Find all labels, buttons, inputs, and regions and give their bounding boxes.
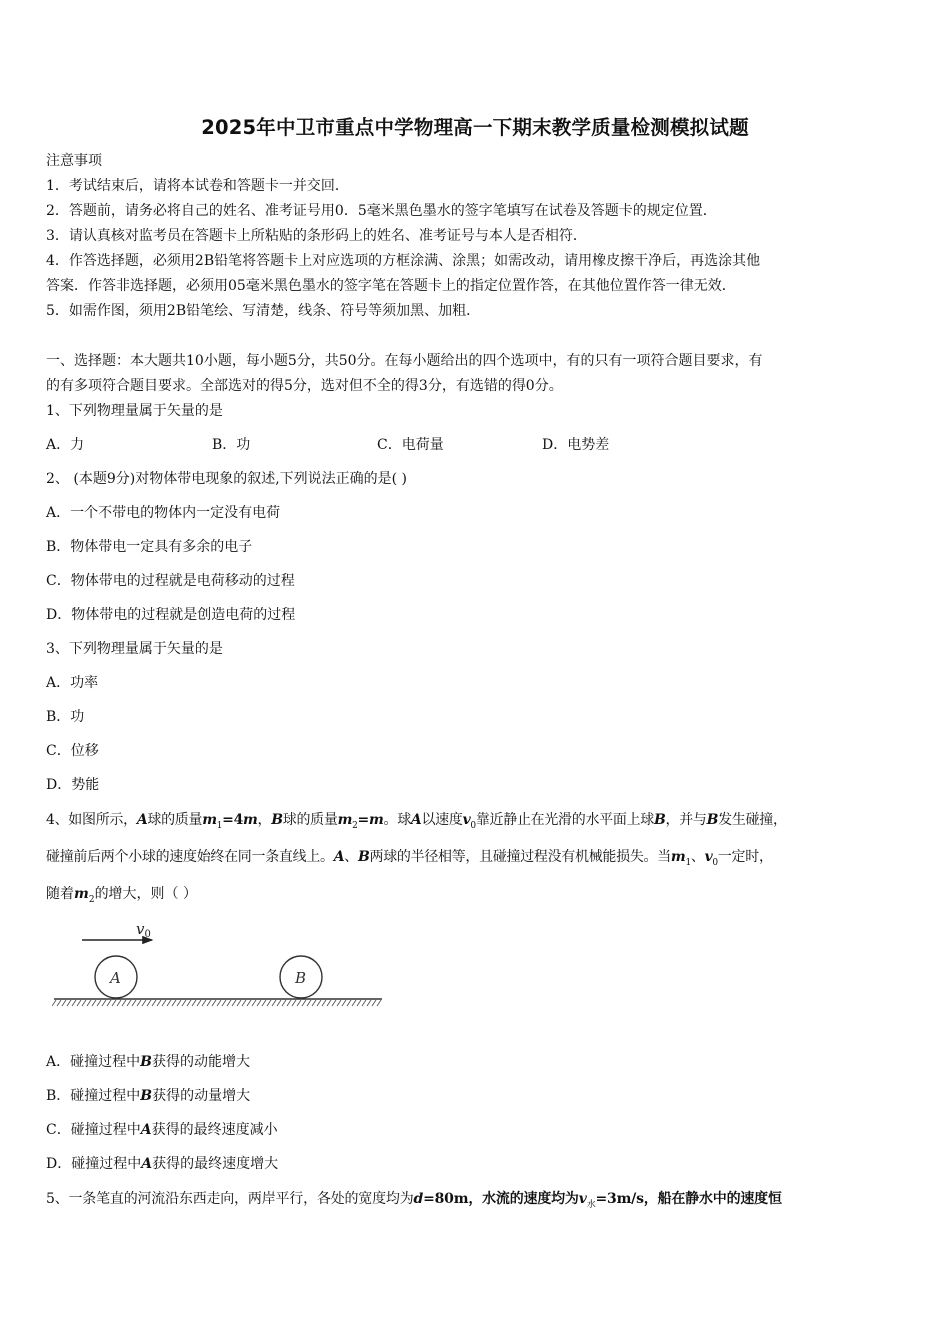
hatch-mark xyxy=(202,1000,206,1006)
hatch-mark xyxy=(302,1000,306,1006)
q1-option-c[interactable]: C．电荷量 xyxy=(377,437,444,453)
hatch-mark xyxy=(282,1000,286,1006)
collision-figure xyxy=(52,918,386,1010)
hatch-mark xyxy=(292,1000,296,1006)
hatch-mark xyxy=(117,1000,121,1006)
hatch-mark xyxy=(262,1000,266,1006)
q2-option-c[interactable]: C．物体带电的过程就是电荷移动的过程 xyxy=(46,573,295,589)
hatch-mark xyxy=(182,1000,186,1006)
hatch-mark xyxy=(127,1000,131,1006)
notice-item: 5．如需作图，须用2B铅笔绘、写清楚，线条、符号等须加黑、加粗． xyxy=(46,303,481,319)
hatch-mark xyxy=(287,1000,291,1006)
ball-a-label: A xyxy=(110,969,121,987)
hatch-mark xyxy=(372,1000,376,1006)
hatch-mark xyxy=(252,1000,256,1006)
hatch-mark xyxy=(312,1000,316,1006)
hatch-mark xyxy=(357,1000,361,1006)
hatch-mark xyxy=(177,1000,181,1006)
hatch-mark xyxy=(57,1000,61,1006)
q4-option-a[interactable]: A．碰撞过程中B获得的动能增大 xyxy=(46,1054,250,1070)
ground-hatching xyxy=(52,1000,381,1006)
hatch-mark xyxy=(102,1000,106,1006)
notice-item: 2．答题前，请务必将自己的姓名、准考证号用0．5毫米黑色墨水的签字笔填写在试卷及答题卡的规定位置． xyxy=(46,203,717,219)
hatch-mark xyxy=(232,1000,236,1006)
hatch-mark xyxy=(362,1000,366,1006)
hatch-mark xyxy=(237,1000,241,1006)
hatch-mark xyxy=(317,1000,321,1006)
hatch-mark xyxy=(337,1000,341,1006)
hatch-mark xyxy=(222,1000,226,1006)
q1-option-d[interactable]: D．电势差 xyxy=(542,437,610,453)
page-title: 2025年中卫市重点中学物理高一下期末教学质量检测模拟试题 xyxy=(201,116,749,139)
hatch-mark xyxy=(162,1000,166,1006)
hatch-mark xyxy=(62,1000,66,1006)
notice-item: 4．作答选择题，必须用2B铅笔将答题卡上对应选项的方框涂满、涂黑；如需改动，请用橡皮擦干净后，再选涂其他 xyxy=(46,253,761,269)
q3-option-a[interactable]: A．功率 xyxy=(46,675,99,691)
hatch-mark xyxy=(167,1000,171,1006)
question-2-stem: 2、 (本题9分)对物体带电现象的叙述,下列说法正确的是( ) xyxy=(46,471,408,487)
hatch-mark xyxy=(347,1000,351,1006)
hatch-mark xyxy=(77,1000,81,1006)
hatch-mark xyxy=(107,1000,111,1006)
hatch-mark xyxy=(122,1000,126,1006)
q2-option-d[interactable]: D．物体带电的过程就是创造电荷的过程 xyxy=(46,607,296,623)
ball-b-label: B xyxy=(295,969,307,987)
velocity-label: $v_0$ xyxy=(136,920,151,940)
q2-option-a[interactable]: A．一个不带电的物体内一定没有电荷 xyxy=(46,505,281,521)
question-4-stem-line1: 4、如图所示，A球的质量$m_1=4m$，B球的质量$m_2=m$。球A以速度$v_0$靠近静止在光滑的水平面上球B，并与B发生碰撞， xyxy=(46,812,787,831)
hatch-mark xyxy=(157,1000,161,1006)
notice-item: 3．请认真核对监考员在答题卡上所粘贴的条形码上的姓名、准考证号与本人是否相符． xyxy=(46,228,587,244)
hatch-mark xyxy=(172,1000,176,1006)
hatch-mark xyxy=(97,1000,101,1006)
notice-item: 1．考试结束后，请将本试卷和答题卡一并交回． xyxy=(46,178,349,194)
hatch-mark xyxy=(327,1000,331,1006)
hatch-mark xyxy=(322,1000,326,1006)
question-4-stem-line3: 随着$m_2$的增大，则（ ） xyxy=(46,886,198,905)
section-intro: 一、选择题：本大题共10小题，每小题5分，共50分。在每小题给出的四个选项中，有的只有一项符合题目要求，有 xyxy=(46,353,763,369)
hatch-mark xyxy=(352,1000,356,1006)
q3-option-d[interactable]: D．势能 xyxy=(46,777,100,793)
hatch-mark xyxy=(267,1000,271,1006)
hatch-mark xyxy=(242,1000,246,1006)
hatch-mark xyxy=(367,1000,371,1006)
q4-option-b[interactable]: B．碰撞过程中B获得的动量增大 xyxy=(46,1088,251,1104)
question-4-stem-line2: 碰撞前后两个小球的速度始终在同一条直线上。A、B两球的半径相等，且碰撞过程没有机械能损失。当$m_1$、$v_0$一定时， xyxy=(46,849,773,868)
hatch-mark xyxy=(377,1000,381,1006)
hatch-mark xyxy=(92,1000,96,1006)
hatch-mark xyxy=(227,1000,231,1006)
hatch-mark xyxy=(297,1000,301,1006)
q3-option-b[interactable]: B．功 xyxy=(46,709,85,725)
question-5-stem: 5、一条笔直的河流沿东西走向，两岸平行，各处的宽度均为d=80m，水流的速度均为$v_水=3m/s$，船在静水中的速度恒 xyxy=(46,1191,782,1210)
notice-item: 答案．作答非选择题，必须用05毫米黑色墨水的签字笔在答题卡上的指定位置作答，在其他位置作答一律无效． xyxy=(46,278,736,294)
section-intro: 的有多项符合题目要求。全部选对的得5分，选对但不全的得3分，有选错的得0分。 xyxy=(46,378,563,394)
q1-option-b[interactable]: B．功 xyxy=(212,437,251,453)
hatch-mark xyxy=(217,1000,221,1006)
hatch-mark xyxy=(112,1000,116,1006)
hatch-mark xyxy=(307,1000,311,1006)
hatch-mark xyxy=(67,1000,71,1006)
q3-option-c[interactable]: C．位移 xyxy=(46,743,99,759)
hatch-mark xyxy=(257,1000,261,1006)
question-3-stem: 3、下列物理量属于矢量的是 xyxy=(46,641,223,657)
q2-option-b[interactable]: B．物体带电一定具有多余的电子 xyxy=(46,539,253,555)
hatch-mark xyxy=(52,1000,56,1006)
hatch-mark xyxy=(342,1000,346,1006)
q4-option-d[interactable]: D．碰撞过程中A获得的最终速度增大 xyxy=(46,1156,279,1172)
notice-heading: 注意事项 xyxy=(46,153,102,169)
hatch-mark xyxy=(132,1000,136,1006)
question-1-stem: 1、下列物理量属于矢量的是 xyxy=(46,403,223,419)
hatch-mark xyxy=(197,1000,201,1006)
hatch-mark xyxy=(247,1000,251,1006)
hatch-mark xyxy=(87,1000,91,1006)
hatch-mark xyxy=(207,1000,211,1006)
hatch-mark xyxy=(332,1000,336,1006)
hatch-mark xyxy=(137,1000,141,1006)
hatch-mark xyxy=(142,1000,146,1006)
hatch-mark xyxy=(82,1000,86,1006)
hatch-mark xyxy=(147,1000,151,1006)
q4-option-c[interactable]: C．碰撞过程中A获得的最终速度减小 xyxy=(46,1122,278,1138)
hatch-mark xyxy=(187,1000,191,1006)
hatch-mark xyxy=(277,1000,281,1006)
hatch-mark xyxy=(72,1000,76,1006)
hatch-mark xyxy=(212,1000,216,1006)
hatch-mark xyxy=(272,1000,276,1006)
hatch-mark xyxy=(152,1000,156,1006)
q1-option-a[interactable]: A．力 xyxy=(46,437,85,453)
hatch-mark xyxy=(192,1000,196,1006)
